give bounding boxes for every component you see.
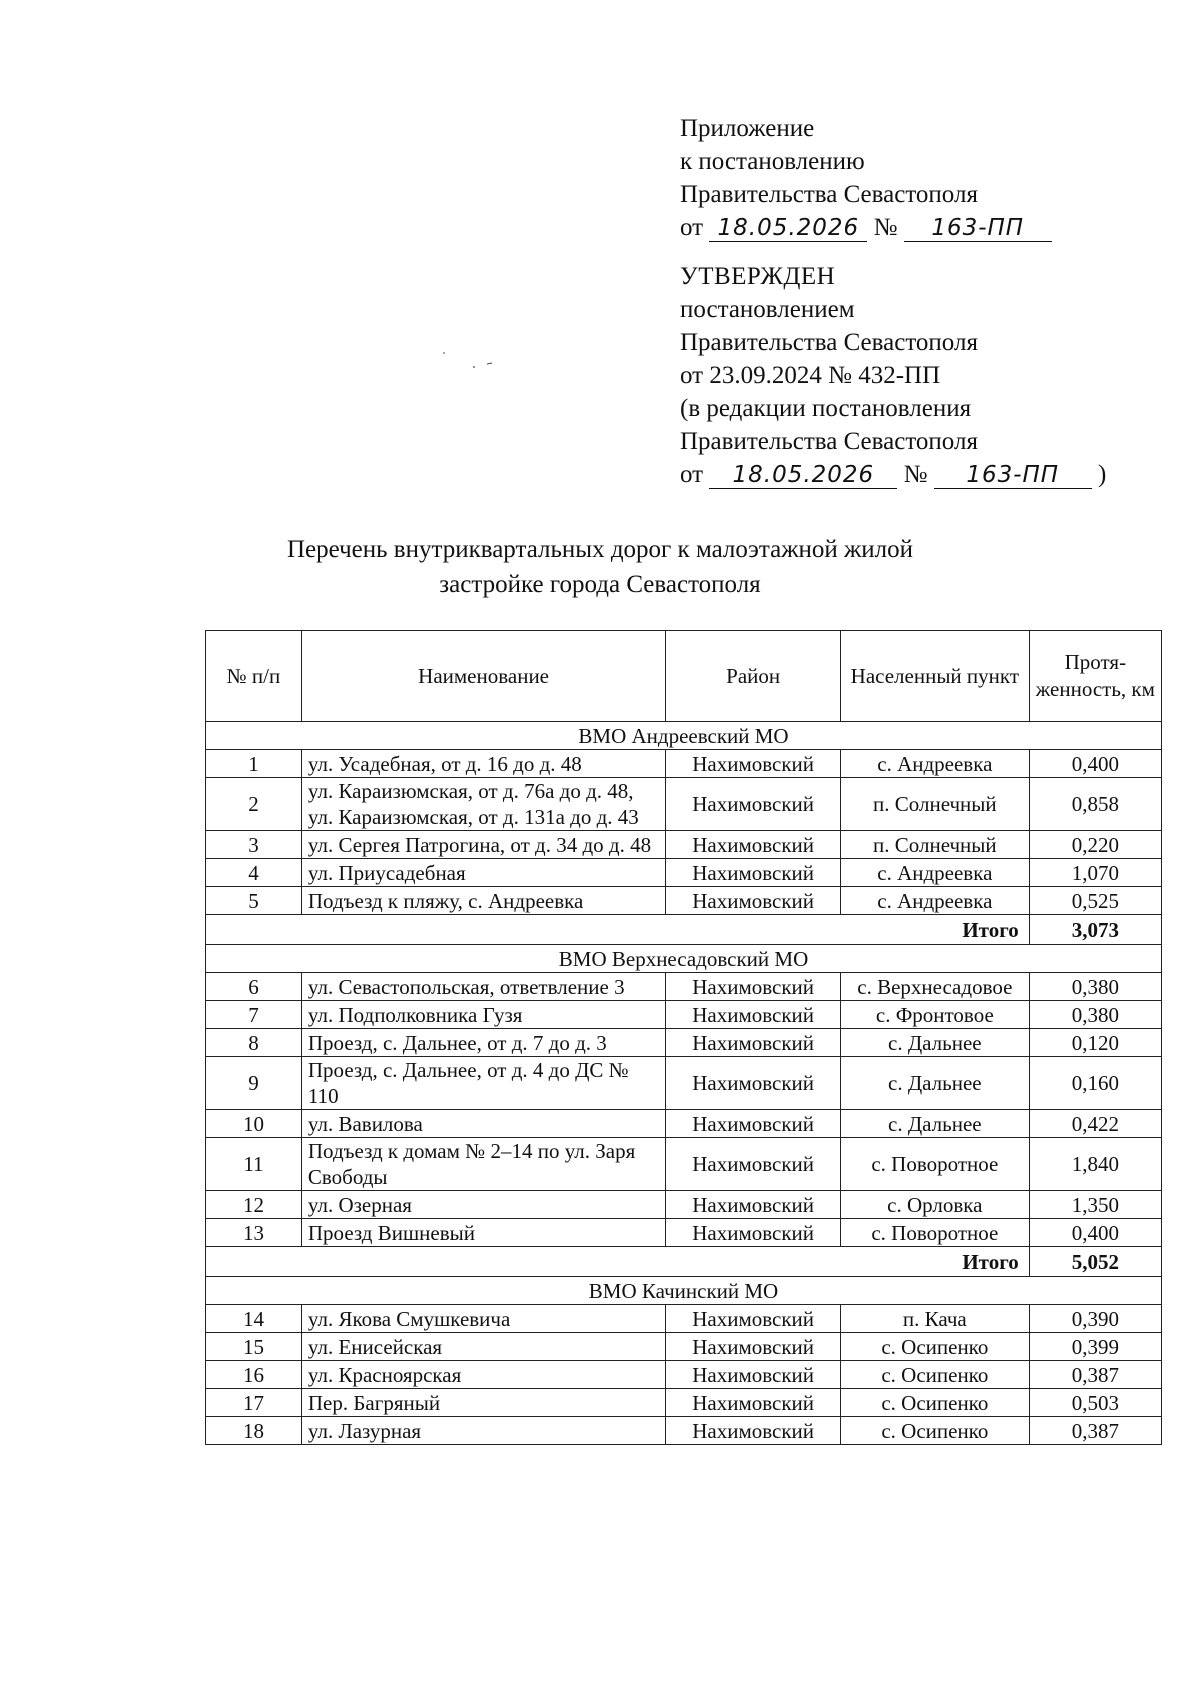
document-title xyxy=(240,532,960,602)
cell-place: с. Осипенко xyxy=(840,1333,1029,1361)
cell-place: с. Фронтовое xyxy=(840,1001,1029,1029)
total-value: 5,052 xyxy=(1029,1247,1161,1277)
table-row xyxy=(206,1417,1162,1445)
section-title: ВМО Андреевский МО xyxy=(206,722,1162,750)
cell-name: Подъезд к пляжу, с. Андреевка xyxy=(301,887,665,915)
cell-place: с. Поворотное xyxy=(840,1219,1029,1247)
total-value: 3,073 xyxy=(1029,915,1161,945)
cell-district: Нахимовский xyxy=(666,1057,841,1110)
approved-line: (в редакции постановления xyxy=(680,395,972,422)
cell-num: 2 xyxy=(206,778,302,831)
section-title: ВМО Качинский МО xyxy=(206,1277,1162,1305)
cell-place: с. Поворотное xyxy=(840,1138,1029,1191)
cell-district: Нахимовский xyxy=(666,1333,841,1361)
cell-place: с. Осипенко xyxy=(840,1417,1029,1445)
cell-length: 0,387 xyxy=(1029,1417,1161,1445)
cell-num: 8 xyxy=(206,1029,302,1057)
cell-num: 7 xyxy=(206,1001,302,1029)
cell-name: ул. Енисейская xyxy=(301,1333,665,1361)
cell-district: Нахимовский xyxy=(666,887,841,915)
cell-district: Нахимовский xyxy=(666,1191,841,1219)
document-title-line: застройке города Севастополя xyxy=(439,571,761,598)
cell-district: Нахимовский xyxy=(666,859,841,887)
cell-place: п. Солнечный xyxy=(840,778,1029,831)
cell-length: 0,422 xyxy=(1029,1110,1161,1138)
table-row xyxy=(206,1333,1162,1361)
cell-length: 0,387 xyxy=(1029,1361,1161,1389)
cell-num: 16 xyxy=(206,1361,302,1389)
appendix-ref-line xyxy=(680,211,1150,244)
table-row xyxy=(206,1389,1162,1417)
approved-line: постановлением xyxy=(680,296,855,323)
cell-num: 14 xyxy=(206,1305,302,1333)
cell-length: 0,390 xyxy=(1029,1305,1161,1333)
header-district: Район xyxy=(666,631,841,722)
cell-district: Нахимовский xyxy=(666,831,841,859)
cell-num: 1 xyxy=(206,750,302,778)
from-prefix: от xyxy=(680,214,704,241)
cell-name: ул. Сергея Патрогина, от д. 34 до д. 48 xyxy=(301,831,665,859)
cell-place: с. Осипенко xyxy=(840,1361,1029,1389)
handwritten-number: 163-ПП xyxy=(904,215,1052,242)
cell-name: Проезд Вишневый xyxy=(301,1219,665,1247)
cell-name: ул. Усадебная, от д. 16 до д. 48 xyxy=(301,750,665,778)
cell-place: с. Андреевка xyxy=(840,887,1029,915)
cell-district: Нахимовский xyxy=(666,973,841,1001)
header-name: Наименование xyxy=(301,631,665,722)
approved-title: УТВЕРЖДЕН xyxy=(680,263,836,290)
close-paren: ) xyxy=(1097,461,1107,488)
table-row xyxy=(206,831,1162,859)
cell-length: 1,350 xyxy=(1029,1191,1161,1219)
scan-specks-decoration xyxy=(440,350,500,370)
cell-length: 1,840 xyxy=(1029,1138,1161,1191)
section-header-row xyxy=(206,945,1162,973)
table-header-row xyxy=(206,631,1162,722)
cell-district: Нахимовский xyxy=(666,750,841,778)
cell-length: 0,380 xyxy=(1029,1001,1161,1029)
table-row xyxy=(206,778,1162,831)
total-row xyxy=(206,915,1162,945)
cell-name: Проезд, с. Дальнее, от д. 7 до д. 3 xyxy=(301,1029,665,1057)
handwritten-date: 18.05.2026 xyxy=(709,215,867,242)
header-place: Населенный пункт xyxy=(840,631,1029,722)
cell-district: Нахимовский xyxy=(666,1219,841,1247)
cell-length: 0,503 xyxy=(1029,1389,1161,1417)
header-length: Протя-женность, км xyxy=(1029,631,1161,722)
table-row xyxy=(206,1138,1162,1191)
cell-district: Нахимовский xyxy=(666,1138,841,1191)
appendix-line: Приложение xyxy=(680,115,815,142)
table-row xyxy=(206,1361,1162,1389)
section-header-row xyxy=(206,722,1162,750)
table-row xyxy=(206,1305,1162,1333)
approved-line: Правительства Севастополя xyxy=(680,329,978,356)
roads-table-body xyxy=(206,722,1162,1445)
cell-place: с. Верхнесадовое xyxy=(840,973,1029,1001)
cell-name: ул. Караизюмская, от д. 76а до д. 48, ул. Караизюмская, от д. 131а до д. 43 xyxy=(301,778,665,831)
table-row xyxy=(206,1191,1162,1219)
table-row xyxy=(206,1110,1162,1138)
cell-num: 5 xyxy=(206,887,302,915)
cell-num: 13 xyxy=(206,1219,302,1247)
cell-district: Нахимовский xyxy=(666,1305,841,1333)
cell-num: 18 xyxy=(206,1417,302,1445)
cell-length: 0,160 xyxy=(1029,1057,1161,1110)
section-header-row xyxy=(206,1277,1162,1305)
table-row xyxy=(206,1057,1162,1110)
cell-district: Нахимовский xyxy=(666,1361,841,1389)
table-row xyxy=(206,973,1162,1001)
table-row xyxy=(206,859,1162,887)
cell-district: Нахимовский xyxy=(666,1389,841,1417)
cell-name: ул. Озерная xyxy=(301,1191,665,1219)
cell-name: ул. Севастопольская, ответвление 3 xyxy=(301,973,665,1001)
table-row xyxy=(206,887,1162,915)
table-row xyxy=(206,1219,1162,1247)
cell-district: Нахимовский xyxy=(666,778,841,831)
cell-length: 0,399 xyxy=(1029,1333,1161,1361)
cell-length: 0,220 xyxy=(1029,831,1161,859)
cell-num: 4 xyxy=(206,859,302,887)
number-sign: № xyxy=(903,461,928,488)
table-row xyxy=(206,750,1162,778)
cell-place: п. Кача xyxy=(840,1305,1029,1333)
cell-place: с. Андреевка xyxy=(840,750,1029,778)
cell-num: 10 xyxy=(206,1110,302,1138)
handwritten-number: 163-ПП xyxy=(934,462,1092,489)
cell-length: 0,380 xyxy=(1029,973,1161,1001)
cell-num: 15 xyxy=(206,1333,302,1361)
cell-name: Подъезд к домам № 2–14 по ул. Заря Свободы xyxy=(301,1138,665,1191)
cell-num: 3 xyxy=(206,831,302,859)
section-title: ВМО Верхнесадовский МО xyxy=(206,945,1162,973)
cell-place: с. Дальнее xyxy=(840,1110,1029,1138)
cell-length: 0,400 xyxy=(1029,1219,1161,1247)
cell-district: Нахимовский xyxy=(666,1110,841,1138)
cell-length: 0,858 xyxy=(1029,778,1161,831)
total-label: Итого xyxy=(206,1247,1030,1277)
cell-place: с. Осипенко xyxy=(840,1389,1029,1417)
cell-num: 12 xyxy=(206,1191,302,1219)
cell-place: с. Орловка xyxy=(840,1191,1029,1219)
cell-length: 1,070 xyxy=(1029,859,1161,887)
cell-place: с. Андреевка xyxy=(840,859,1029,887)
appendix-block xyxy=(680,112,1150,491)
header-num: № п/п xyxy=(206,631,302,722)
cell-length: 0,120 xyxy=(1029,1029,1161,1057)
cell-name: ул. Якова Смушкевича xyxy=(301,1305,665,1333)
approved-line: Правительства Севастополя xyxy=(680,428,978,455)
total-row xyxy=(206,1247,1162,1277)
table-row xyxy=(206,1029,1162,1057)
cell-district: Нахимовский xyxy=(666,1029,841,1057)
document-title-line: Перечень внутриквартальных дорог к малоэтажной жилой xyxy=(286,536,914,563)
approved-ref-line xyxy=(680,458,1150,491)
cell-name: ул. Приусадебная xyxy=(301,859,665,887)
from-prefix: от xyxy=(680,461,704,488)
cell-name: Пер. Багряный xyxy=(301,1389,665,1417)
cell-name: ул. Подполковника Гузя xyxy=(301,1001,665,1029)
cell-place: с. Дальнее xyxy=(840,1057,1029,1110)
cell-name: ул. Красноярская xyxy=(301,1361,665,1389)
cell-length: 0,525 xyxy=(1029,887,1161,915)
cell-name: ул. Вавилова xyxy=(301,1110,665,1138)
cell-place: с. Дальнее xyxy=(840,1029,1029,1057)
cell-district: Нахимовский xyxy=(666,1417,841,1445)
roads-table xyxy=(205,630,1162,1445)
cell-name: Проезд, с. Дальнее, от д. 4 до ДС № 110 xyxy=(301,1057,665,1110)
approved-line: от 23.09.2024 № 432-ПП xyxy=(680,362,941,389)
appendix-line: к постановлению xyxy=(680,148,865,175)
table-row xyxy=(206,1001,1162,1029)
cell-place: п. Солнечный xyxy=(840,831,1029,859)
cell-num: 6 xyxy=(206,973,302,1001)
appendix-line: Правительства Севастополя xyxy=(680,181,978,208)
handwritten-date: 18.05.2026 xyxy=(709,462,897,489)
cell-num: 17 xyxy=(206,1389,302,1417)
number-sign: № xyxy=(873,214,898,241)
cell-length: 0,400 xyxy=(1029,750,1161,778)
cell-num: 9 xyxy=(206,1057,302,1110)
cell-num: 11 xyxy=(206,1138,302,1191)
cell-district: Нахимовский xyxy=(666,1001,841,1029)
total-label: Итого xyxy=(206,915,1030,945)
cell-name: ул. Лазурная xyxy=(301,1417,665,1445)
